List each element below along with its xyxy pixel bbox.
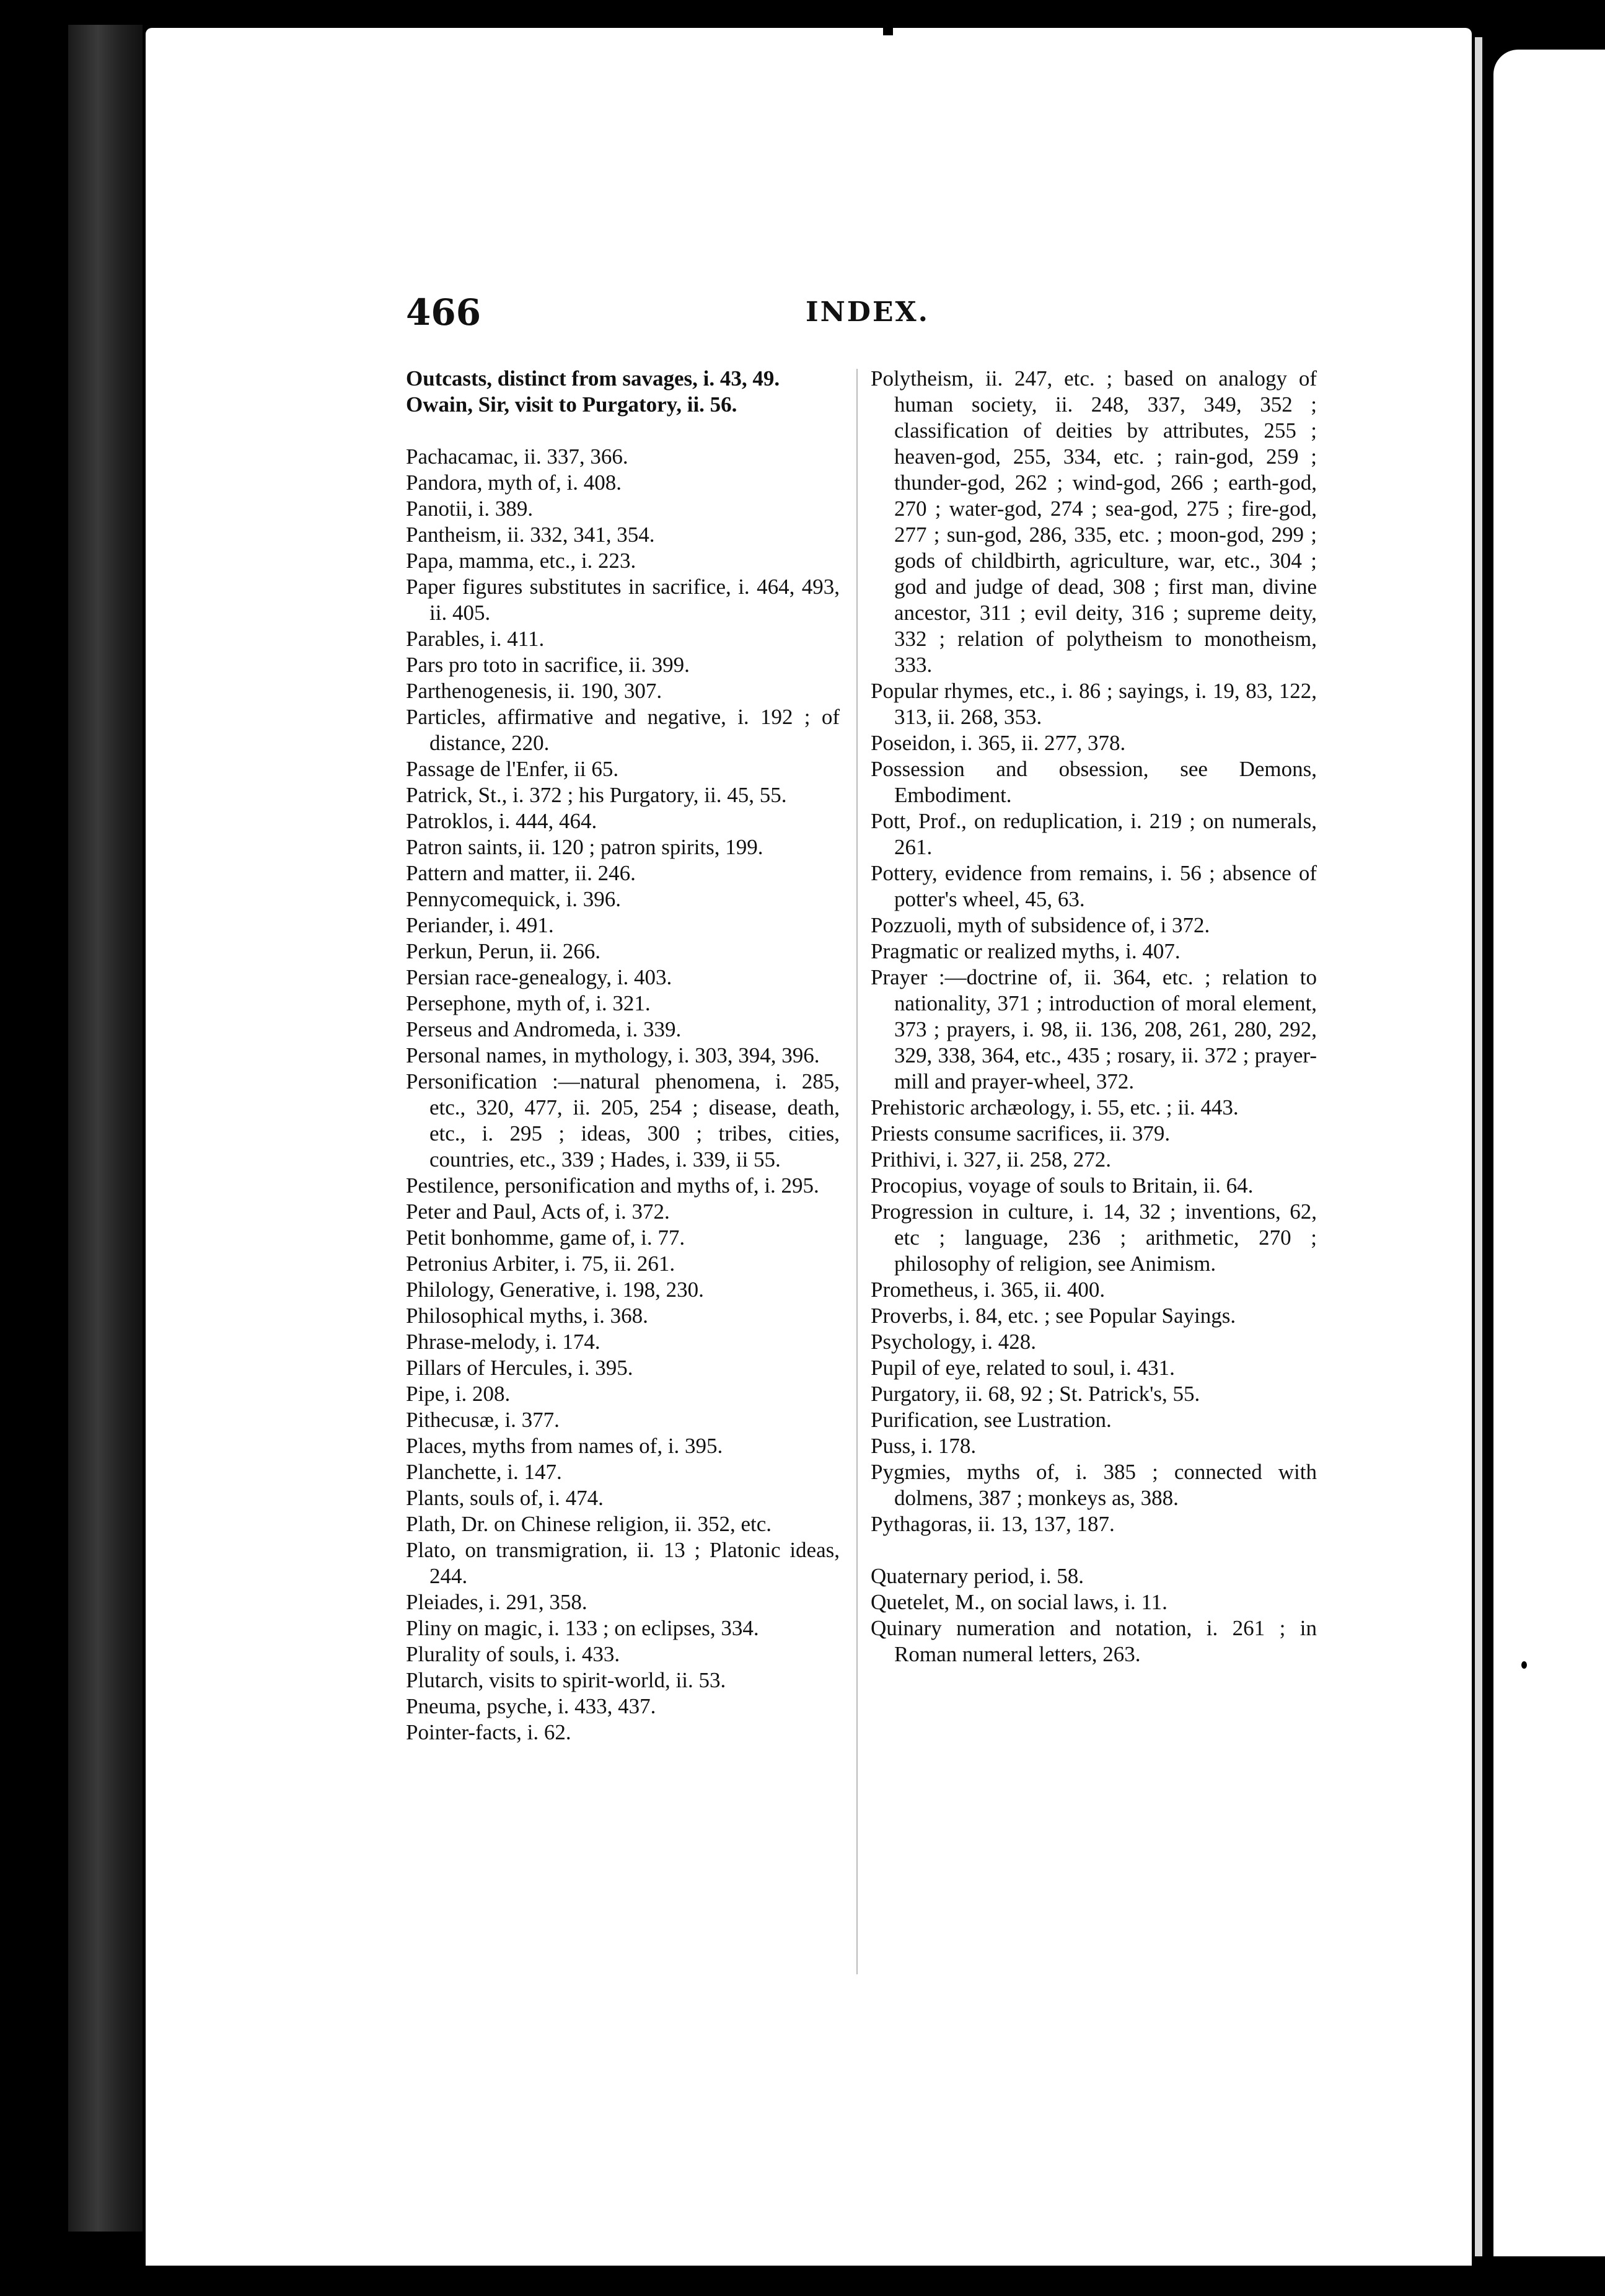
index-entry: Pottery, evidence from remains, i. 56 ; absence of potter's wheel, 45, 63. [871,861,1317,911]
index-entry: Pott, Prof., on reduplication, i. 219 ; on numerals, 261. [871,809,1317,859]
index-entry: Patrick, St., i. 372 ; his Purgatory, ii. 45, 55. [406,783,787,807]
index-entry: Plants, souls of, i. 474. [406,1486,604,1510]
index-entry: Patroklos, i. 444, 464. [406,809,597,833]
index-column-right [871,366,1317,1667]
index-entry: Pozzuoli, myth of subsidence of, i 372. [871,913,1210,937]
index-entry: Priests consume sacrifices, ii. 379. [871,1121,1171,1146]
index-entry: Places, myths from names of, i. 395. [406,1434,723,1458]
index-entry: Outcasts, distinct from savages, i. 43, 49. [406,366,780,391]
index-entry: Plurality of souls, i. 433. [406,1642,620,1666]
index-entry: Philosophical myths, i. 368. [406,1304,648,1328]
index-entry: Quetelet, M., on social laws, i. 11. [871,1590,1167,1614]
index-entry: Puss, i. 178. [871,1434,977,1458]
index-entry: Pleiades, i. 291, 358. [406,1590,587,1614]
index-entry: Proverbs, i. 84, etc. ; see Popular Sayings. [871,1304,1236,1328]
index-entry: Pars pro toto in sacrifice, ii. 399. [406,653,690,677]
index-entry: Peter and Paul, Acts of, i. 372. [406,1199,670,1224]
index-entry: Plato, on transmigration, ii. 13 ; Platonic ideas, 244. [406,1538,840,1588]
index-entry: Prithivi, i. 327, ii. 258, 272. [871,1147,1111,1172]
index-entry: Pandora, myth of, i. 408. [406,470,622,495]
index-entry: Particles, affirmative and negative, i. 192 ; of distance, 220. [406,705,840,755]
index-entry: Periander, i. 491. [406,913,554,937]
index-entry: Prometheus, i. 365, ii. 400. [871,1278,1106,1302]
index-entry: Petronius Arbiter, i. 75, ii. 261. [406,1252,675,1276]
index-entry: Papa, mamma, etc., i. 223. [406,549,636,573]
index-entry: Prayer :—doctrine of, ii. 364, etc. ; relation to nationality, 371 ; introduction of moral element, 373 ; prayers, i. 98, ii. 136, 208, 261, 280, 292, 329, 338, 364, etc., 435 ; rosary, ii. 372 ; prayer-mill and prayer-wheel, 372. [871,965,1317,1093]
index-entry: Procopius, voyage of souls to Britain, ii. 64. [871,1173,1254,1198]
index-column-left [406,366,840,1746]
index-entry: Passage de l'Enfer, ii 65. [406,757,619,781]
index-entry: Quinary numeration and notation, i. 261 ; in Roman numeral letters, 263. [871,1616,1317,1666]
index-entry: Petit bonhomme, game of, i. 77. [406,1225,685,1250]
index-entry: Progression in culture, i. 14, 32 ; inventions, 62, etc ; language, 236 ; arithmetic, 270 ; philosophy of religion, see Animism. [871,1199,1317,1276]
index-entry: Popular rhymes, etc., i. 86 ; sayings, i. 19, 83, 122, 313, ii. 268, 353. [871,679,1317,729]
index-entry: Owain, Sir, visit to Purgatory, ii. 56. [406,392,737,417]
index-entry: Pragmatic or realized myths, i. 407. [871,939,1181,963]
index-entry: Pipe, i. 208. [406,1382,511,1406]
index-entry: Perkun, Perun, ii. 266. [406,939,601,963]
index-entry: Patron saints, ii. 120 ; patron spirits, 199. [406,835,763,859]
index-entry: Pillars of Hercules, i. 395. [406,1356,633,1380]
page-edge [1475,37,1482,2256]
index-entry: Personal names, in mythology, i. 303, 394, 396. [406,1043,820,1067]
index-entry: Persephone, myth of, i. 321. [406,991,651,1015]
index-entry: Polytheism, ii. 247, etc. ; based on analogy of human society, ii. 248, 337, 349, 352 ; classification of deities by attributes, 255 ; heaven-god, 255, 334, etc. ; rain-god, 259 ; thunder-god, 262 ; wind-god, 266 ; earth-god, 270 ; water-god, 274 ; sea-god, 275 ; fire-god, 277 ; sun-god, 286, 335, etc. ; moon-god, 299 ; gods of childbirth, agriculture, war, etc., 304 ; god and judge of dead, 308 ; first man, divine ancestor, 311 ; evil deity, 316 ; supreme deity, 332 ; relation of polytheism to monotheism, 333. [871,366,1317,677]
index-entry: Psychology, i. 428. [871,1330,1037,1354]
index-entry: Perseus and Andromeda, i. 339. [406,1017,682,1041]
running-head: INDEX. [806,296,930,328]
index-entry: Prehistoric archæology, i. 55, etc. ; ii. 443. [871,1095,1239,1119]
index-entry: Pneuma, psyche, i. 433, 437. [406,1694,656,1718]
index-entry: Plutarch, visits to spirit-world, ii. 53. [406,1668,726,1692]
index-entry: Pygmies, myths of, i. 385 ; connected with dolmens, 387 ; monkeys as, 388. [871,1460,1317,1510]
index-entry: Panotii, i. 389. [406,497,534,521]
scan-speck [1521,1661,1527,1669]
index-entry: Pythagoras, ii. 13, 137, 187. [871,1512,1115,1536]
next-page-sliver [1493,50,1605,2256]
index-entry: Paper figures substitutes in sacrifice, i. 464, 493, ii. 405. [406,575,840,625]
scan-speck [883,28,893,35]
index-entry: Persian race-genealogy, i. 403. [406,965,672,989]
book-spine [68,25,143,2232]
page-number: 466 [406,291,482,333]
index-entry: Plath, Dr. on Chinese religion, ii. 352, etc. [406,1512,772,1536]
index-entry: Pliny on magic, i. 133 ; on eclipses, 334. [406,1616,759,1640]
index-entry: Philology, Generative, i. 198, 230. [406,1278,704,1302]
index-entry: Possession and obsession, see Demons, Embodiment. [871,757,1317,807]
index-entry: Poseidon, i. 365, ii. 277, 378. [871,731,1126,755]
index-entry: Pantheism, ii. 332, 341, 354. [406,523,655,547]
index-entry: Phrase-melody, i. 174. [406,1330,600,1354]
index-entry: Pestilence, personification and myths of, i. 295. [406,1173,819,1198]
index-entry: Pachacamac, ii. 337, 366. [406,444,628,469]
index-entry: Personification :—natural phenomena, i. 285, etc., 320, 477, ii. 205, 254 ; disease, death, etc., i. 295 ; ideas, 300 ; tribes, cities, countries, etc., 339 ; Hades, i. 339, ii 55. [406,1069,840,1172]
column-divider [856,369,858,1974]
index-entry: Planchette, i. 147. [406,1460,562,1484]
index-entry: Quaternary period, i. 58. [871,1564,1084,1588]
section-gap [406,418,840,444]
index-entry: Purgatory, ii. 68, 92 ; St. Patrick's, 55. [871,1382,1200,1406]
index-entry: Pennycomequick, i. 396. [406,887,622,911]
index-entry: Purification, see Lustration. [871,1408,1112,1432]
index-entry: Pithecusæ, i. 377. [406,1408,560,1432]
index-entry: Parables, i. 411. [406,627,545,651]
index-entry: Pattern and matter, ii. 246. [406,861,636,885]
index-entry: Parthenogenesis, ii. 190, 307. [406,679,662,703]
index-entry: Pupil of eye, related to soul, i. 431. [871,1356,1175,1380]
section-gap [871,1537,1317,1563]
index-entry: Pointer-facts, i. 62. [406,1720,571,1744]
